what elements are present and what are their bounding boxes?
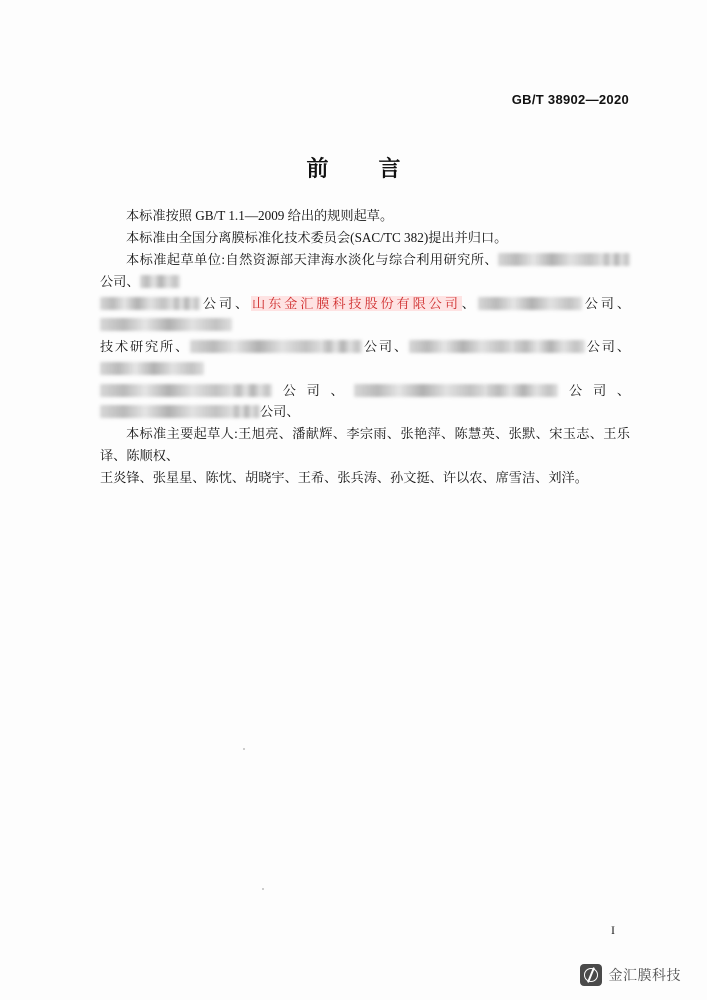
company-word: 公司、 (362, 339, 409, 354)
redacted-block (232, 405, 260, 418)
paragraph-drafting-units (100, 249, 630, 292)
company-word: 公司、 (581, 295, 631, 311)
paragraph-drafting-units-line2 (100, 293, 630, 336)
redacted-block (100, 297, 172, 310)
redacted-block (100, 318, 232, 331)
redacted-block (190, 340, 322, 353)
scan-speck (262, 888, 264, 890)
page-title: 前 言 (306, 156, 415, 181)
watermark (580, 964, 682, 986)
redacted-block (409, 340, 513, 353)
paragraph-drafting-units-line4 (100, 380, 630, 423)
paragraph-committee: 本标准由全国分离膜标准化技术委员会(SAC/TC 382)提出并归口。 (126, 230, 508, 245)
institute-word: 技术研究所、 (100, 339, 191, 354)
company-word: 公司、 (200, 295, 252, 311)
company-word: 公司、 (100, 273, 140, 289)
redacted-block (602, 253, 630, 266)
company-word: 公司、 (558, 382, 631, 398)
standard-code-header: GB/T 38902—2020 (511, 92, 629, 107)
redacted-block (322, 340, 362, 353)
redacted-block (100, 384, 232, 397)
redacted-block (513, 340, 585, 353)
redacted-block (232, 384, 272, 397)
redacted-block (140, 275, 180, 288)
paragraph-main-drafters-line2: 王炎锋、张星星、陈忱、胡晓宇、王希、张兵涛、孙文挺、许以农、席雪洁、刘洋。 (100, 469, 588, 485)
page-number: I (611, 923, 615, 937)
scan-speck (243, 748, 245, 750)
paragraph-standard-rules: 本标准按照 GB/T 1.1—2009 给出的规则起草。 (126, 208, 394, 223)
separator-comma: 、 (461, 295, 478, 311)
watermark-label: 金汇膜科技 (608, 967, 681, 983)
redacted-block (172, 297, 200, 310)
paragraph-drafting-units-line3 (100, 336, 630, 379)
jinhui-membrane-logo-icon (580, 964, 602, 986)
drafting-units-lead: 本标准起草单位:自然资源部天津海水淡化与综合利用研究所、 (126, 252, 498, 267)
redacted-block (486, 384, 558, 397)
redacted-block (354, 384, 486, 397)
foreword-body (100, 205, 630, 489)
highlighted-company-name: 山东金汇膜科技股份有限公司 (252, 295, 461, 311)
company-word: 公司、 (260, 404, 300, 419)
redacted-block (478, 297, 582, 310)
redacted-block (100, 362, 204, 375)
paragraph-main-drafters: 本标准主要起草人:王旭亮、潘献辉、李宗雨、张艳萍、陈慧英、张默、宋玉志、王乐译、陈顺权、 (100, 426, 630, 463)
redacted-block (100, 405, 232, 418)
redacted-block (498, 253, 602, 266)
company-word: 公司、 (272, 382, 355, 398)
company-word: 公司、 (584, 339, 631, 354)
